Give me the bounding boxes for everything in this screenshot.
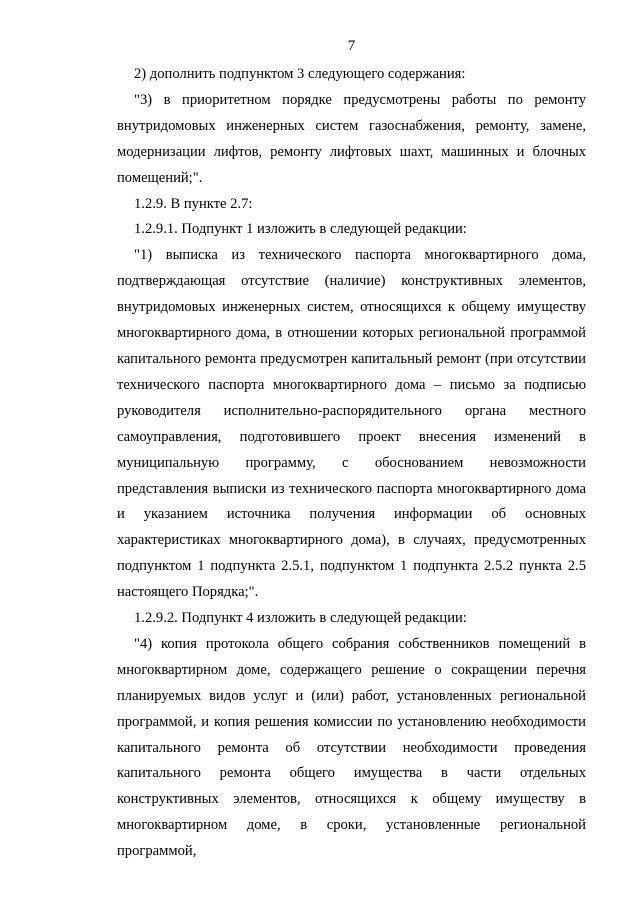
document-page [117,0,586,905]
paragraph-quoted-subitem-3: "3) в приоритетном порядке предусмотрены работы по ремонту внутридомовых инженерных систем газоснабжения, ремонту, замене, модернизации лифтов, ремонту лифтовых шахт, машинных и блочных помещений;". [117,91,586,186]
paragraph-clause-1-2-9: 1.2.9. В пункте 2.7: [134,195,253,212]
paragraph-clause-1-2-9-2: 1.2.9.2. Подпункт 4 изложить в следующей редакции: [134,610,467,627]
paragraph-quoted-subitem-1: "1) выписка из технического паспорта многоквартирного дома, подтверждающая отсутствие (наличие) конструктивных элементов, внутридомовых инженерных систем, относящихся к общему имуществу многоквартирного дома, в отношении которых региональной программой капитального ремонта предусмотрен капитальный ремонт (при отсутствии технического паспорта многоквартирного дома – письмо за подписью руководителя исполнительно-распорядительного органа местного самоуправления, подготовившего проект внесения изменений в муниципальную программу, с обоснованием невозможности представления выписки из технического паспорта многоквартирного дома и указанием источника получения информации об основных характеристиках многоквартирного дома), в случаях, предусмотренных подпунктом 1 подпункта 2.5.1, подпунктом 1 подпункта 2.5.2 пункта 2.5 настоящего Порядка;". [117,247,586,601]
paragraph-clause-1-2-9-1: 1.2.9.1. Подпункт 1 изложить в следующей редакции: [134,221,467,238]
paragraph-quoted-subitem-4: "4) копия протокола общего собрания собственников помещений в многоквартирном доме, содержащего решение о сокращении перечня планируемых видов услуг и (или) работ, установленных региональной программой, и копия решения комиссии по установлению необходимости капитального ремонта об отсутствии необходимости проведения капитального ремонта общего имущества в части отдельных конструктивных элементов, относящихся к общему имуществу в многоквартирном доме, в сроки, установленные региональной программой, [117,635,586,860]
page-number: 7 [347,38,356,54]
paragraph-subitem-2: 2) дополнить подпунктом 3 следующего содержания: [134,66,466,82]
document-body [117,62,586,865]
